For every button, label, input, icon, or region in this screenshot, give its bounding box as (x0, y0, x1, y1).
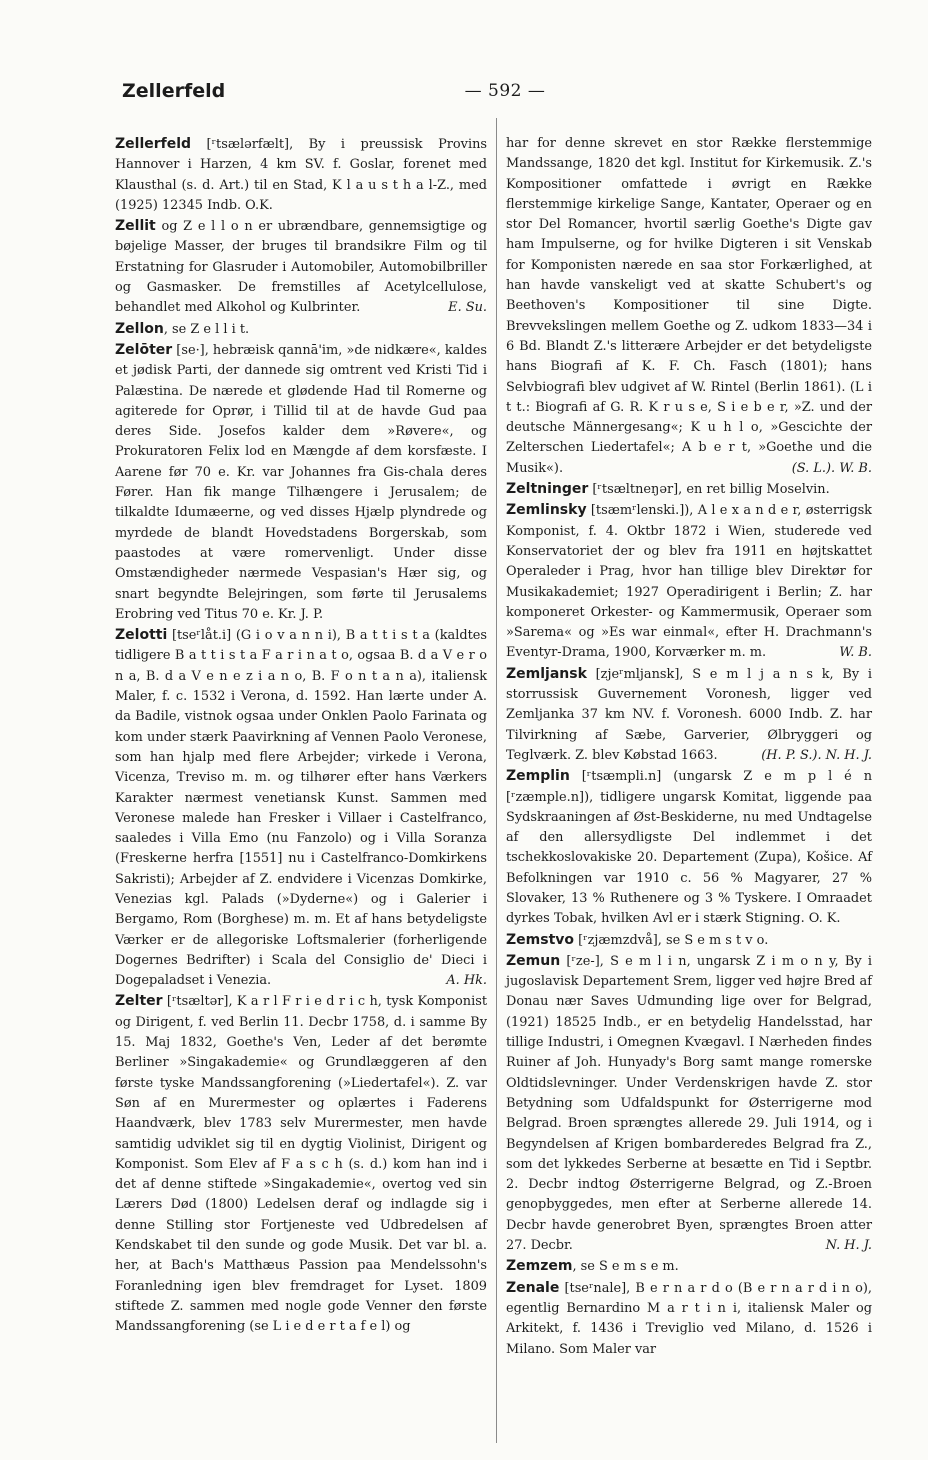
entry-text: , se Z e l l i t. (163, 321, 250, 337)
dictionary-entry (506, 1256, 872, 1277)
dictionary-entry (115, 319, 487, 340)
entry-headword: Zeltninger (506, 481, 589, 498)
entry-headword: Zenale (506, 1279, 560, 1296)
dictionary-entry (115, 134, 487, 216)
entry-text: [ʳtsæltər], K a r l F r i e d r i c h, tysk Komponist og Dirigent, f. ved Berlin 11. Decbr 1758, d. i samme By 15. Maj 1832, Goethe's Ven, Leder af det berømte Berliner »Singakademie« og Grundlæggeren af den første tyske Mandssangforening (»Liedertafel«). Z. var Søn af en Murermester og oplærtes i Faderens Haandværk, blev 1783 selv Murermester, men havde samtidig udviklet sig til en dygtig Violinist, Dirigent og Komponist. Som Elev af F a s c h (s. d.) kom han ind i det af denne stiftede »Singakademie«, overtog ved sin Lærers Død (1800) Ledelsen deraf og indlagde sig i denne Stilling stor Fortjeneste ved Udbredelsen af Kendskabet til den sunde og gode Musik. Det var bl. a. her, at Bach's Matthæus Passion paa Mendelssohn's Foranledning igen blev fremdraget for Lyset. 1809 stiftede Z. sammen med nogle gode Venner den første Mandssangforening (se L i e d e r t a f e l) og (115, 994, 487, 1335)
entry-headword: Zellon (115, 320, 164, 337)
dictionary-entry (115, 625, 487, 991)
entry-signature: A. Hk. (446, 973, 487, 989)
entry-headword: Zemljansk (506, 665, 587, 682)
entry-text: [zjeʳmljansk], S e m l j a n s k, By i storrussisk Guvernement Voronesh, ligger ved Zemljanka 37 km NV. f. Voronesh. 6000 Indb. Z. har Tilvirkning af Sæbe, Garverier, Ølbryggeri og Teglværk. Z. blev Købstad 1663. (506, 666, 872, 763)
entry-text: og Z e l l o n er ubrændbare, gennemsigtige og bøjelige Masser, der bruges til brandsikre Film og til Erstatning for Glasruder i Automobiler, Automobilbriller og Gasmasker. De fremstilles af Acetylcellulose, behandlet med Alkohol og Kulbrinter. (115, 219, 487, 316)
dictionary-entry (506, 930, 872, 951)
entry-text: [tsæmʳlenski.]), A l e x a n d e r, østerrigsk Komponist, f. 4. Oktbr 1872 i Wien, studerede ved Konservatoriet der og blev fra 1911 en højtskattet Operaleder i Prag, hvor han tillige blev Direktør for Musikakademiet; 1927 Operadirigent i Berlin; Z. har komponeret Orkester- og Kammermusik, Operaer som »Sarema« og »Es war einmal«, efter H. Drachmann's Eventyr-Drama, 1900, Korværker m. m. (506, 503, 872, 661)
entry-signature: (S. L.). W. B. (791, 460, 872, 476)
dictionary-entry (506, 134, 872, 479)
entry-text: [ʳtsæltneŋər], en ret billig Moselvin. (588, 482, 830, 498)
entry-headword: Zemun (506, 952, 561, 969)
running-head-word: Zellerfeld (122, 80, 226, 102)
entry-text: [tseʳlåt.i] (G i o v a n n i), B a t t i s t a (kaldtes tidligere B a t t i s t a F a r i n a t o, ogsaa B. d a V e r o n a, B. d a V e n e z i a n o, B. F o n t a n a), italiensk Maler, f. c. 1532 i Verona, d. 1592. Han lærte under A. da Badile, vistnok ogsaa under Onklen Paolo Farinata og kom under stærk Paavirkning af Vennen Paolo Veronese, som han hjalp med flere Arbejder; virkede i Verona, Vicenza, Treviso m. m. og tilhører efter hans Værkers Karakter nærmest venetiansk Kunst. Sammen med Veronese malede han Fresker i Villaer i Castelfranco, saaledes i Villa Emo (nu Fanzolo) og i Villa Soranza (Freskerne herfra [1551] nu i Castelfranco-Domkirkens Sakristi); Arbejder af Z. endvidere i Vicenzas Domkirke, Venezias kgl. Palads (»Dyderne«) og i Galerier i Bergamo, Rom (Borghese) m. m. Et af hans betydeligste Værker er de allegoriske Loftsmalerier (forherligende Dogernes Bedrifter) i Scala del Consiglio de' Dieci i Dogepaladset i Venezia. (115, 628, 487, 989)
dictionary-entry (506, 951, 872, 1256)
right-column (506, 134, 872, 1360)
entry-headword: Zellerfeld (115, 136, 192, 152)
dictionary-entry (115, 216, 487, 318)
dictionary-entry (506, 500, 872, 663)
column-divider (496, 118, 497, 1443)
entry-text: [tseʳnale], B e r n a r d o (B e r n a r d i n o), egentlig Bernardino M a r t i n i, italiensk Maler og Arkitekt, f. 1436 i Treviglio ved Milano, d. 1526 i Milano. Som Maler var (506, 1280, 872, 1357)
entry-headword: Zemzem (506, 1258, 573, 1275)
entry-text: [se·], hebræisk qannā'im, »de nidkære«, kaldes et jødisk Parti, der dannede sig omtrent ved Kristi Tid i Palæstina. De nærede et glødende Had til Romerne og agiterede for Oprør, i Tillid til at de havde Gud paa deres Side. Josefos kalder dem »Røvere«, og Prokuratoren Felix lod en Mængde af dem korsfæste. I Aarene før 70 e. Kr. var Johannes fra Gis-chala deres Fører. Han fik mange Tilhængere i Jerusalem; de tilkaldte Idumæerne, og ved disses Hjælp plyndrede og myrdede de blandt Hovedstadens Borgerskab, som paastodes at være romervenligt. Under disse Omstændigheder nærmede Vespasian's Hær sig, og snart begyndte Belejringen, som førte til Jerusalems Erobring ved Titus 70 e. Kr. J. P. (115, 342, 487, 622)
entry-text: [ʳtsælərfælt], By i preussisk Provins Hannover i Harzen, 4 km SV. f. Goslar, forenet med Klausthal (s. d. Art.) til en Stad, K l a u s t h a l-Z., med (1925) 12345 Indb. O.K. (115, 137, 487, 213)
entry-headword: Zellit (115, 218, 156, 235)
entry-headword: Zelotti (115, 627, 168, 644)
entry-signature: E. Su. (448, 300, 487, 316)
entry-signature: N. H. J. (825, 1238, 872, 1254)
entry-headword: Zemplin (506, 768, 570, 785)
entry-signature: W. B. (839, 645, 872, 661)
entry-text: [ʳze-], S e m l i n, ungarsk Z i m o n y, By i jugoslavisk Departement Srem, ligger ved højre Bred af Donau nær Saves Udmunding lige over for Belgrad, (1921) 18525 Indb., er en betydelig Handelsstad, har tillige Industri, i Omegnen Kvægavl. I Nærheden findes Ruiner af Joh. Hunyady's Borg samt mange romerske Oldtidslevninger. Under Verdenskrigen havde Z. stor Betydning som Udfaldspunkt for Østerrigerne mod Belgrad. Broen sprængtes allerede 29. Juli 1914, og i Begyndelsen af Krigen bombarderedes Belgrad fra Z., som det lykkedes Serberne at besætte en Tid i Septbr. 2. Decbr indtog Østerrigerne Belgrad, og Z.-Broen genopbyggedes, men efter at Serberne allerede 14. Decbr havde generobret Byen, sprængtes Broen atter 27. Decbr. (506, 953, 872, 1254)
page-number: — 592 — (464, 81, 546, 101)
dictionary-entry (506, 766, 872, 929)
entry-text: [ʳzjæmzdvå], se S e m s t v o. (574, 932, 769, 948)
entry-headword: Zemstvo (506, 931, 575, 948)
entry-headword: Zelter (115, 993, 163, 1010)
entry-text: har for denne skrevet en stor Række flerstemmige Mandssange, 1820 det kgl. Institut for Kirkemusik. Z.'s Kompositioner omfattede i øvrigt en Række flerstemmige kirkelige Sange, Kantater, Operaer og en stor Del Romancer, hvortil særlig Goethe's Digte gav ham Impulserne, og for hvilke Digteren i sit Venskab for Komponisten nærede en saa stor Forkærlighed, at han havde vanskeligt ved at skatte Schubert's og Beethoven's Kompositioner til sine Digte. Brevvekslingen mellem Goethe og Z. udkom 1833—34 i 6 Bd. Blandt Z.'s litterære Arbejder er det betydeligste hans Biografi af K. F. Ch. Fasch (1801); hans Selvbiografi blev udgivet af W. Rintel (Berlin 1861). (L i t t.: Biografi af G. R. K r u s e, S i e b e r, »Z. und der deutsche Männergesang«; K u h l o, »Gescichte der Zelterschen Liedertafel«; A b e r t, »Goethe und die Musik«). (506, 136, 872, 476)
dictionary-entry (506, 1278, 872, 1360)
entry-text: [ʳtsæmpli.n] (ungarsk Z e m p l é n [ʳzæmple.n]), tidligere ungarsk Komitat, liggende paa Sydskraaningen af Øst-Beskiderne, nu med Undtagelse af den allersydligste Del indlemmet i det tschekkoslovakiske 20. Departement (Zupa), Košice. Af Befolkningen var 1910 c. 56 % Magyarer, 27 % Slovaker, 13 % Ruthenere og 3 % Tyskere. I Omraadet dyrkes Tobak, hvilken Avl er i stærk Stigning. O. K. (506, 769, 872, 927)
dictionary-entry (115, 340, 487, 625)
dictionary-entry (115, 991, 487, 1337)
entry-headword: Zelōter (115, 341, 173, 358)
dictionary-entry (506, 479, 872, 500)
running-head (110, 80, 870, 108)
dictionary-entry (506, 664, 872, 766)
left-column (115, 134, 487, 1338)
entry-text: , se S e m s e m. (572, 1259, 679, 1275)
entry-headword: Zemlinsky (506, 502, 587, 519)
entry-signature: (H. P. S.). N. H. J. (761, 747, 872, 763)
